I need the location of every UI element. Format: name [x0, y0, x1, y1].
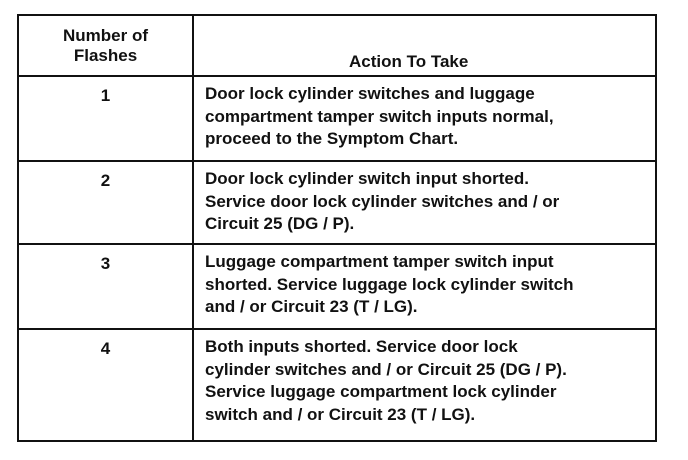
row-4-action-line-1: Both inputs shorted. Service door lock: [205, 337, 518, 356]
row-3-action-line-2: shorted. Service luggage lock cylinder switch: [205, 274, 574, 294]
row-4-action: [194, 330, 655, 440]
row-4-action-line-3: Service luggage compartment lock cylinder: [205, 382, 557, 401]
header-flashes-line-2: Flashes: [73, 46, 138, 65]
row-1-action-line-3: proceed to the Symptom Chart.: [205, 129, 459, 148]
row-3-action-line-3: and / or Circuit 23 (T / LG).: [205, 297, 418, 316]
row-2-action-line-1: Door lock cylinder switch input shorted.: [205, 169, 529, 188]
row-3-action-line-1: Luggage compartment tamper switch input: [205, 252, 554, 271]
row-3-action: [194, 245, 655, 330]
row-1-action: [194, 77, 655, 162]
row-2-flashes: 2: [19, 162, 194, 245]
header-flashes-line-1: Number of: [63, 26, 148, 45]
row-1-action-line-1: Door lock cylinder switches and luggage: [205, 84, 535, 103]
flash-code-table: [17, 14, 657, 442]
row-4-action-line-4: switch and / or Circuit 23 (T / LG).: [205, 404, 476, 424]
row-4-action-line-2: cylinder switches and / or Circuit 25 (DG / P).: [205, 359, 567, 379]
header-action-to-take: Action To Take: [194, 16, 655, 77]
row-2-action: [194, 162, 655, 245]
row-1-action-line-2: compartment tamper switch inputs normal,: [205, 106, 554, 126]
header-number-of-flashes: [19, 16, 194, 77]
row-2-action-line-2: Service door lock cylinder switches and / or: [205, 191, 560, 211]
row-2-action-line-3: Circuit 25 (DG / P).: [205, 214, 355, 233]
row-3-flashes: 3: [19, 245, 194, 330]
row-4-flashes: 4: [19, 330, 194, 440]
row-1-flashes: 1: [19, 77, 194, 162]
